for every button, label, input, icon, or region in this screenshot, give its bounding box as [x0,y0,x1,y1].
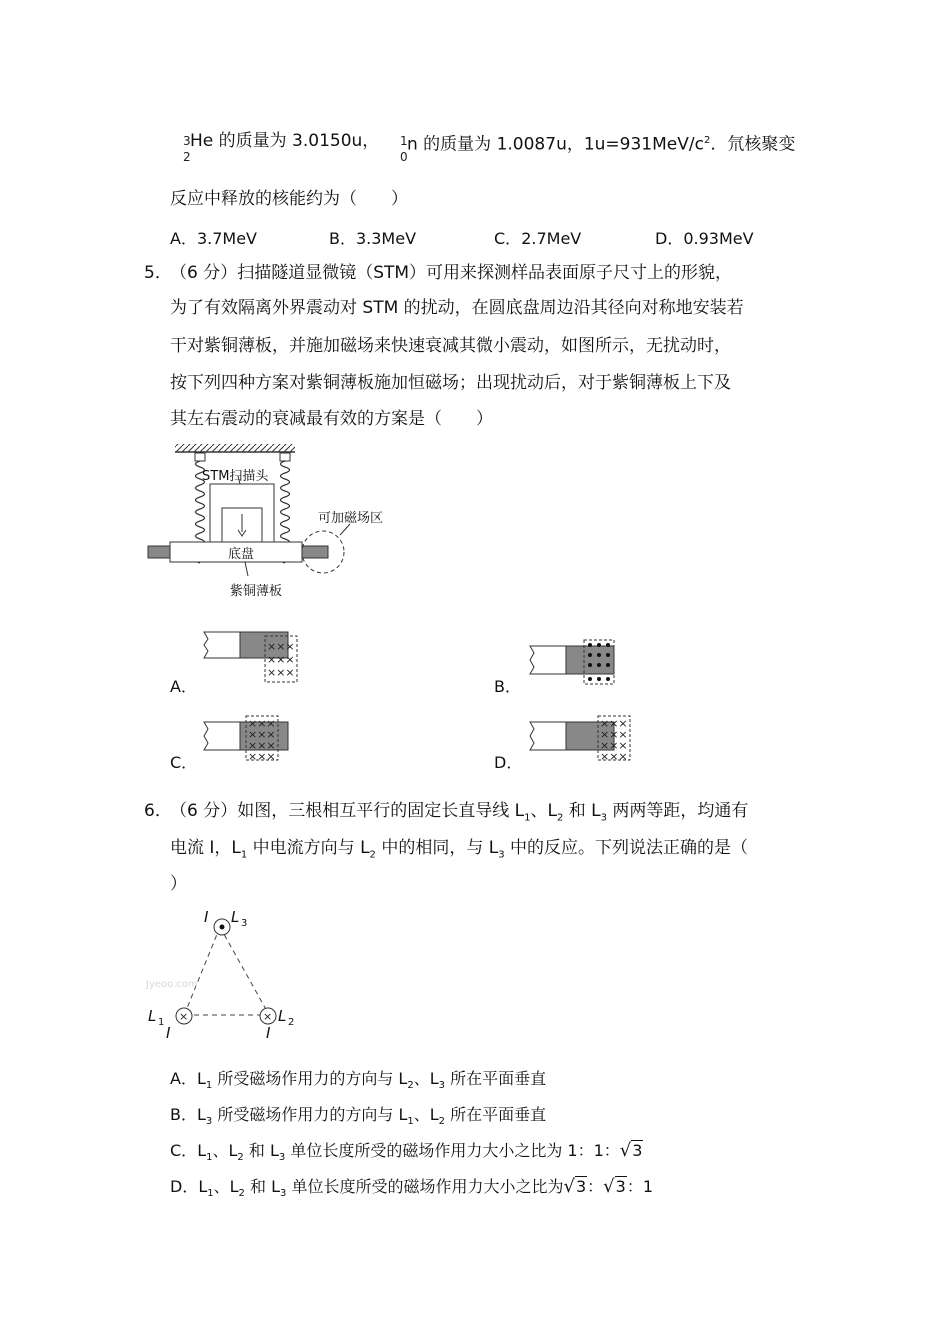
he-atomic-number: 2 [183,150,191,164]
q5-line-3: 干对紫铜薄板，并施加磁场来快速衰减其微小震动，如图所示，无扰动时， [170,336,731,356]
left-plate [148,546,170,558]
top-current-label: I [204,908,209,926]
top-wire-label: L [231,908,240,926]
right-wire-sub: 2 [288,1017,295,1028]
q4-option-d[interactable]: D．0.93MeV [655,229,754,248]
q6-number: 6． [144,801,172,821]
q5-option-a-figure[interactable] [202,628,302,688]
q6-option-a[interactable]: A．$L_1$ 所受磁场作用力的方向与 $L_2$、$L_3$ 所在平面垂直 [170,1069,547,1092]
q6-line-1: （6 分）如图，三根相互平行的固定长直导线 $L_1$、$L_2$ 和 $L_3$ 两两等距，均通有 [170,801,749,824]
q6-line-2: 电流 I，$L_1$ 中电流方向与 $L_2$ 中的相同，与 $L_3$ 中的反应。下列说法正确的是（ [170,838,748,861]
ceiling [175,444,295,452]
q6-option-d[interactable]: D．$L_1$、$L_2$ 和 $L_3$ 单位长度所受的磁场作用力大小之比为√3：√3：1 [170,1176,654,1200]
q6-option-b[interactable]: B．$L_3$ 所受磁场作用力的方向与 $L_1$、$L_2$ 所在平面垂直 [170,1105,547,1128]
stm-figure [140,440,410,605]
right-plate [302,546,328,558]
q5-option-c[interactable]: C． [170,753,198,772]
q5-line-4: 按下列四种方案对紫铜薄板施加恒磁场；出现扰动后，对于紫铜薄板上下及 [170,373,731,393]
q6-line-3: ） [170,874,187,894]
svg-text:×××: ××× [248,739,276,752]
q5-number: 5． [144,263,172,283]
q5-line-1: （6 分）扫描隧道显微镜（STM）可用来探测样品表面原子尺寸上的形貌， [170,263,733,283]
q5-option-b-figure[interactable] [528,636,628,688]
top-wire-sub: 3 [241,918,248,929]
field-label: 可加磁场区 [318,511,384,526]
watermark: Jyeoo.com [146,979,198,990]
sqrt-sign: √ [619,1140,632,1161]
svg-text:×××: ××× [248,750,276,763]
svg-text:×××: ××× [600,750,628,763]
q4-line1-n: n 的质量为 1.0087u，$1u=931MeV/c^2$．氘核聚变 [407,134,796,155]
q6-option-c[interactable]: C．$L_1$、$L_2$ 和 $L_3$ 单位长度所受的磁场作用力大小之比为 1：1：√3 [170,1140,643,1164]
left-current-label: I [166,1024,171,1040]
sqrt-sign: √ [563,1176,575,1197]
svg-text:×: × [179,1010,189,1023]
svg-text:×××: ××× [600,717,628,730]
left-wire-sub: 1 [158,1017,165,1028]
svg-text:×××: ××× [600,728,628,741]
plate-label: 紫铜薄板 [230,584,283,599]
q4-option-c[interactable]: C．2.7MeV [494,229,582,248]
svg-text:×: × [263,1010,273,1023]
right-wire-label: L [278,1007,287,1025]
stm-label: STM扫描头 [202,469,269,484]
wires-figure [140,905,310,1040]
q4-option-a[interactable]: A．3.7MeV [170,229,257,248]
svg-text:×××: ××× [267,666,295,679]
disk-label: 底盘 [228,547,255,562]
svg-text:×××: ××× [248,717,276,730]
svg-text:×××: ××× [248,728,276,741]
superscript: 2 [703,135,711,146]
q5-option-d-figure[interactable] [528,714,638,764]
q5-option-b[interactable]: B． [494,677,521,696]
svg-text:×××: ××× [267,640,295,653]
svg-text:×××: ××× [600,739,628,752]
n-atomic-number: 0 [400,150,408,164]
q4-option-b[interactable]: B．3.3MeV [329,229,417,248]
n-mass-number: 1 [400,134,408,148]
right-current-label: I [266,1024,271,1040]
q5-option-d[interactable]: D． [494,753,523,772]
left-wire-label: L [148,1007,157,1025]
q4-line1-he: He 的质量为 3.0150u， [190,131,380,151]
q5-option-a[interactable]: A． [170,677,197,696]
sqrt-sign: √ [603,1176,615,1197]
q5-option-c-figure[interactable] [202,714,302,764]
q5-line-2: 为了有效隔离外界震动对 STM 的扰动，在圆底盘周边沿其径向对称地安装若 [170,298,744,318]
he-mass-number: 3 [183,134,191,148]
q5-line-5: 其左右震动的衰减最有效的方案是（ ） [170,409,493,429]
q4-line2: 反应中释放的核能约为（ ） [170,189,408,209]
svg-text:×××: ××× [267,653,295,666]
